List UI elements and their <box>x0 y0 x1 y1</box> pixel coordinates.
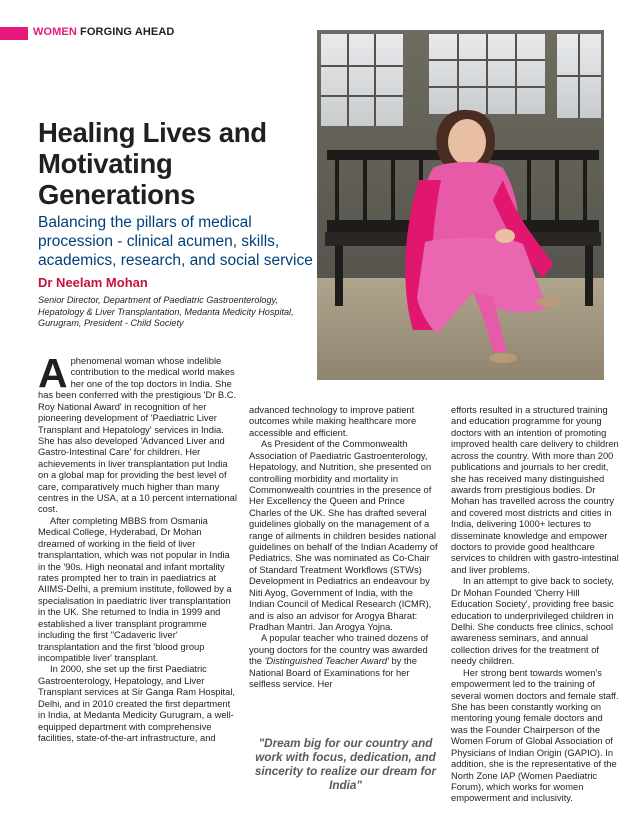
portrait-photo <box>317 30 604 380</box>
section-color-bar <box>0 27 28 40</box>
body-text: by the National Board of Examinations for her selfless service. Her <box>249 656 417 690</box>
article-headline: Healing Lives and Motivating Generations <box>38 117 267 210</box>
author-name: Dr Neelam Mohan <box>38 275 148 290</box>
author-role: Senior Director, Department of Paediatric Gastroenterology, Hepatology & Liver Transplantation, Medanta Medicity Hospital, Gurugram, President - Child Society <box>38 295 294 328</box>
body-paragraph: After completing MBBS from Osmania Medical College, Hyderabad, Dr Mohan dreamed of working in the field of liver transplantation, which was not popular in India in the '90s. High neonatal and infant mortality rates prompted her to train in paediatrics at AIIMS-Delhi, a premium institute, followed by a specialisation in paediatric liver transplantation in the UK. She returned to India in 1999 and established a liver transplant programme including the first "Cadaveric liver' transplantation and the first 'blood group incompatible liver' transplant. <box>38 515 232 663</box>
body-paragraph: In 2000, she set up the first Paediatric Gastroenterology, Hepatology, and Liver Transplant services at Sir Ganga Ram Hospital, Delhi, and in 2010 created the first department in India, at Medanta Medicity Gurugram, a well-equipped department with comprehensive facilities, state-of-the-art infrastructure, and <box>38 664 235 743</box>
portrait-illustration <box>317 30 604 380</box>
article-deck: Balancing the pillars of medical procession - clinical acumen, skills, academics, research, and social service <box>38 214 313 269</box>
body-paragraph: In an attempt to give back to society, Dr Mohan Founded 'Cherry Hill Education Society', providing free basic education to underprivileged children in Delhi. She conducts free clinics, school awareness seminars, and annual collection drives for the treatment of needy children. <box>451 576 614 667</box>
pull-quote: "Dream big for our country and work with focus, dedication, and sincerity to realize our dream for India" <box>254 737 437 792</box>
body-column-3 <box>451 405 619 805</box>
section-label-accent: WOMEN <box>33 26 77 38</box>
body-paragraph: efforts resulted in a structured training and education programme for young doctors with an intention of promoting improved health care delivery to children across the country. With more than 200 publications and journals to her credit, she has received many distinguished awards from prestigious bodies. Dr Mohan has travelled across the country and covered most districts and cities in India, delivering 1000+ lectures to disseminate knowledge and empower doctors to provide good healthcare services to children with gastro-intestinal and liver problems. <box>451 405 619 575</box>
body-column-1 <box>38 350 237 744</box>
body-column-2 <box>249 405 438 691</box>
body-paragraph <box>249 633 438 690</box>
section-label <box>33 26 174 38</box>
drop-cap: A <box>38 350 68 396</box>
award-title: 'Distinguished Teacher Award' <box>264 656 389 667</box>
body-paragraph: phenomenal woman whose indelible contribution to the medical world makes her one of the top doctors in India. She has been conferred with the prestigious 'Dr B.C. Roy National Award' in recognition of her pioneering development of 'Paediatric Liver Transplant and Hepatology' services in India. She has also developed 'Advanced Liver and Gastro-Intestinal Care' for children. Her achievements in liver transplantation put India on a global map for providing the best level of care, comparatively much higher than many centres in the USA, at a 10 percent international cost. <box>38 356 237 515</box>
body-paragraph: Her strong bent towards women's empowerment led to the training of several women doctors and female staff. She has been constantly working on mentoring young female doctors and was the Founder Chairperson of the Women Forum of Global Association of Physicians of Indian Origin (GAPIO). In addition, she is the representative of the North Zone IAP (Women Paediatric Forum), which works for women empowerment and inclusivity. <box>451 667 619 804</box>
body-paragraph: advanced technology to improve patient outcomes while making healthcare more accessible and efficient. <box>249 405 417 438</box>
section-label-rest: FORGING AHEAD <box>76 26 175 38</box>
body-paragraph: As President of the Commonwealth Association of Paediatric Gastroenterology, Hepatology, and Nutrition, she presented on controlling morbidity and mortality in Commonwealth countries in the presence of Her Excellency the Queen and Prince Charles of the UK. She has drafted several guidelines globally on the management of a range of ailments in children besides national guidelines on behalf of the Indian Academy of Pediatrics. She was nominated as Co-Chair of Standard Treatment Workflows (STWs) Development in Pediatrics an endeavour by Niti Ayog, Government of India, with the Indian Council of Medical Research (ICMR), and is also an advisor for Arogya Bharat: Pradhan Mantri. Jan Arogya Yojna. <box>249 439 438 633</box>
body-text: A popular teacher who trained dozens of young doctors for the country was awarded the <box>249 633 429 667</box>
